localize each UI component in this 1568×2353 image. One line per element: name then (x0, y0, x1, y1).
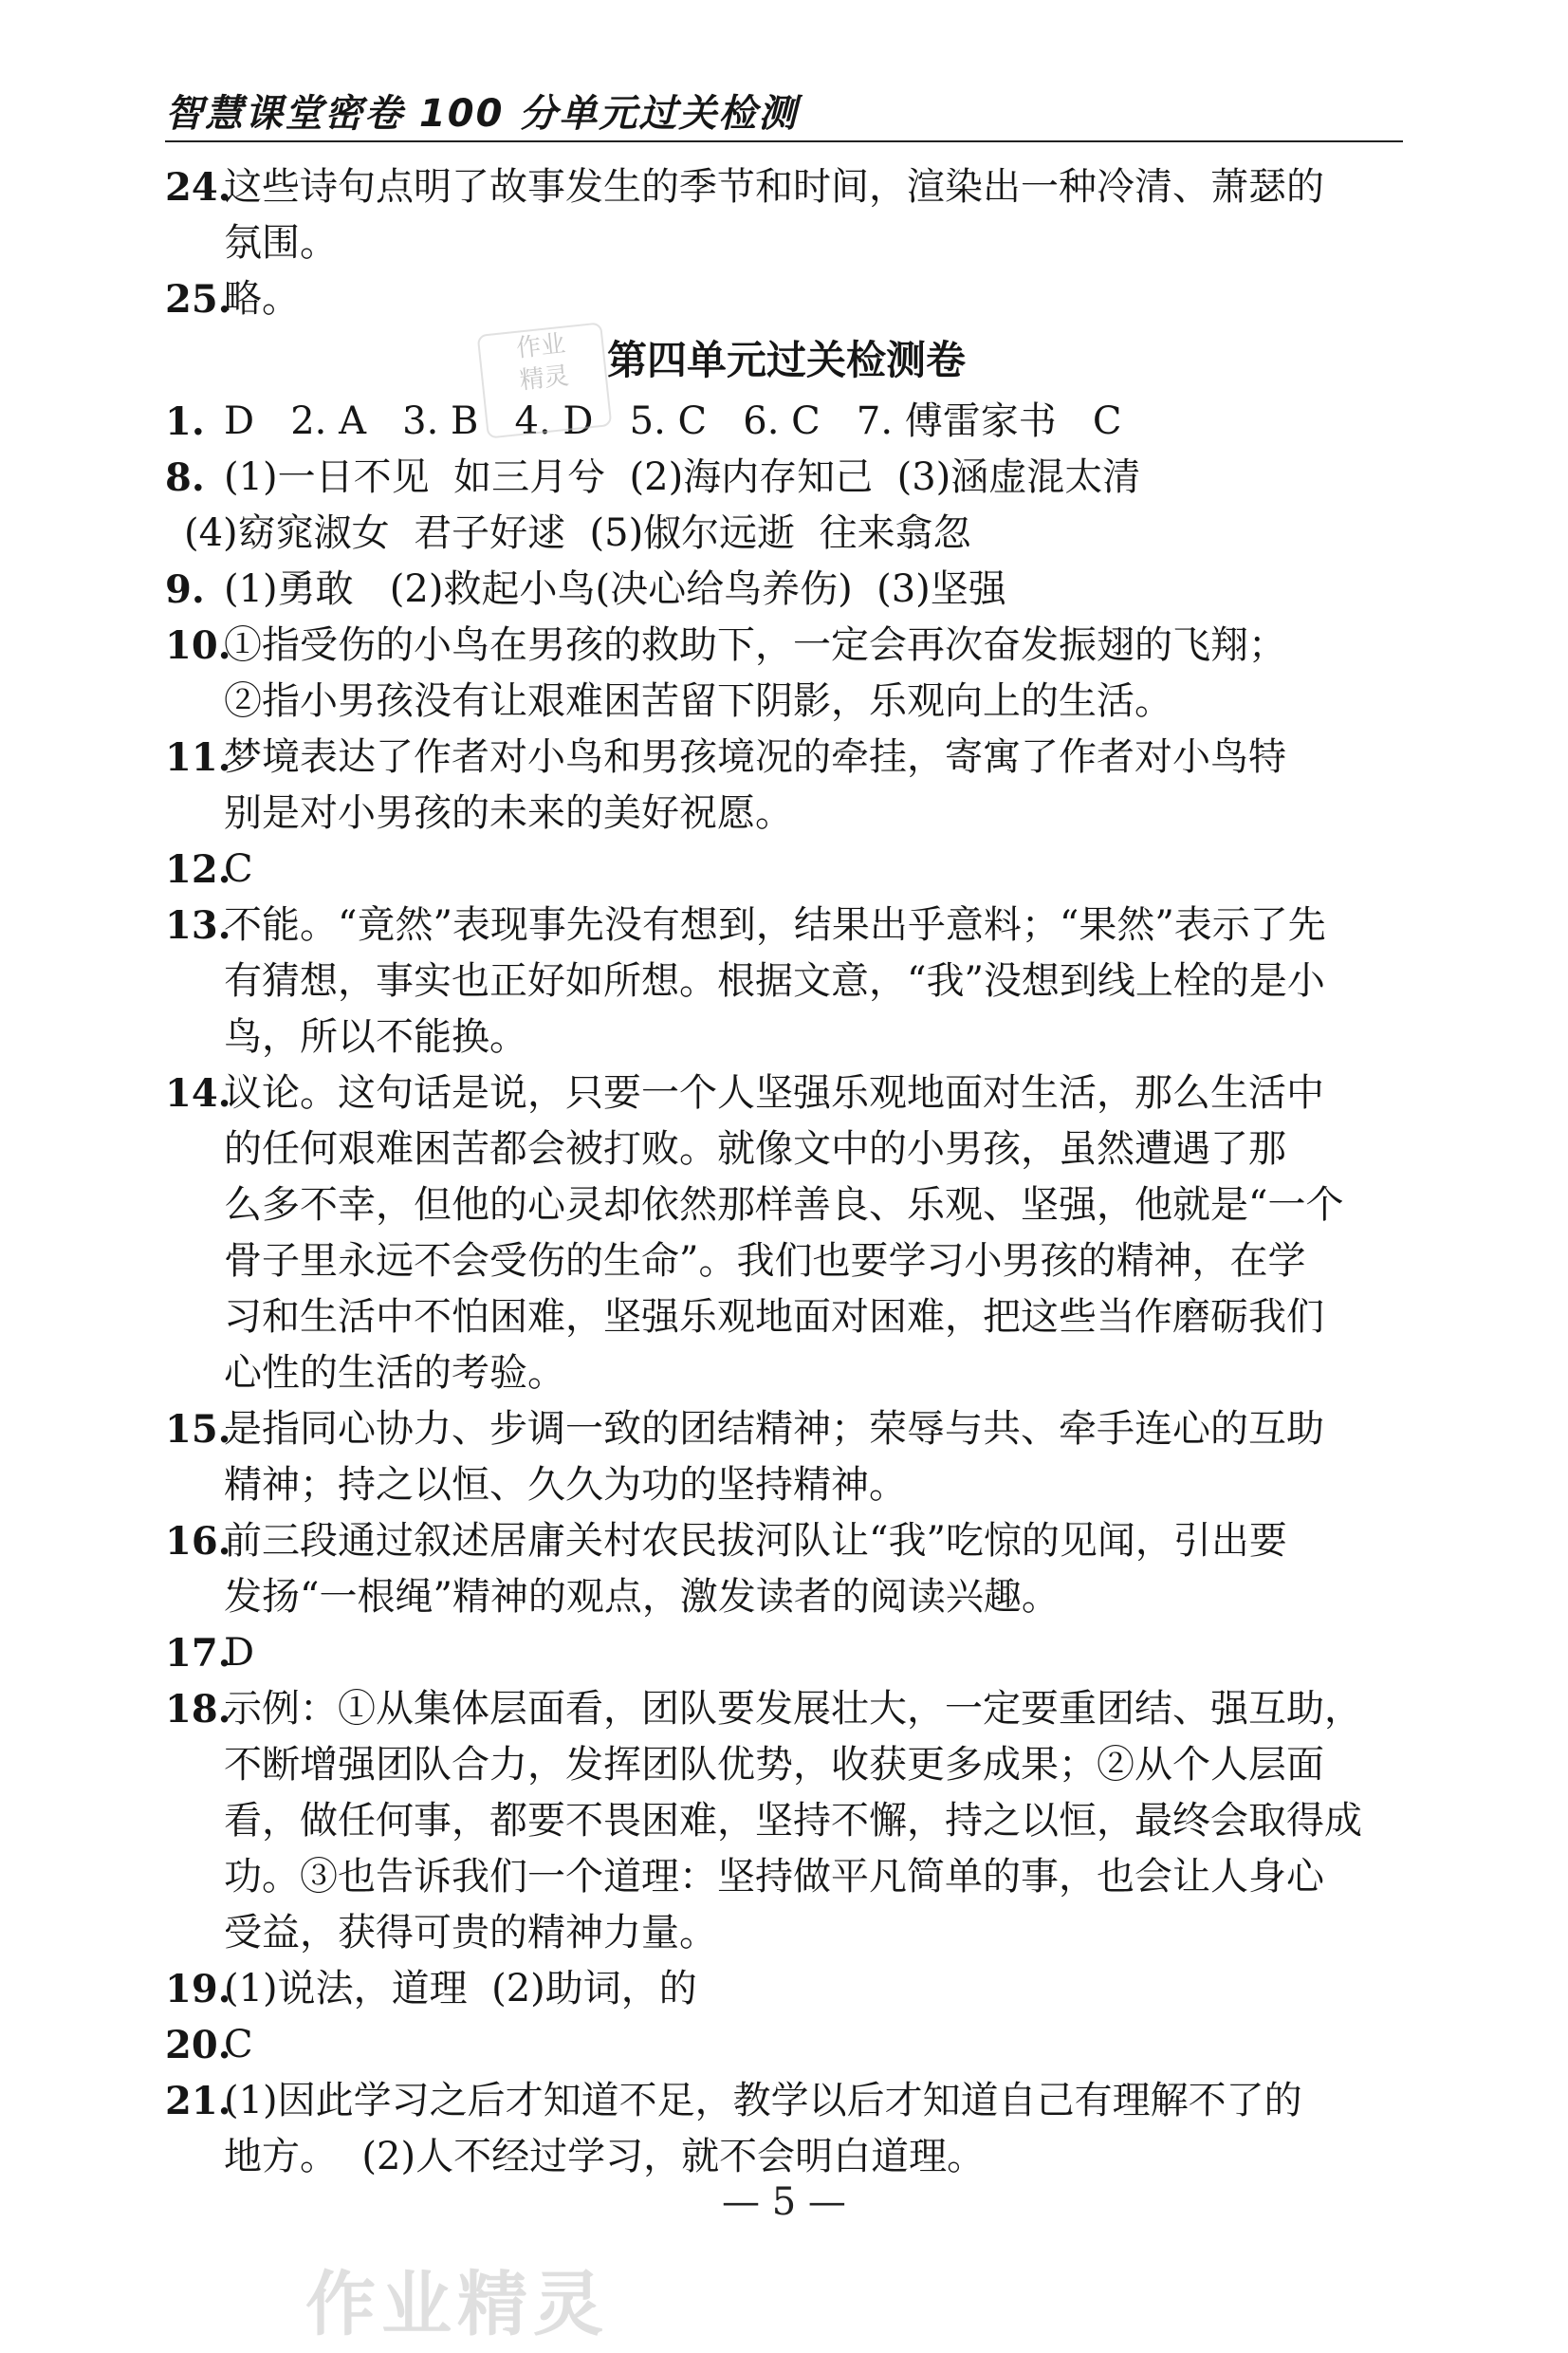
answer-content (165, 159, 1408, 2185)
answer-line: 这些诗句点明了故事发生的季节和时间，渲染出一种冷清、萧瑟的 (224, 165, 1324, 209)
answers-previous-section (165, 159, 1408, 327)
page-number: — 5 — (722, 2180, 846, 2224)
answer-number: 24. (165, 165, 231, 210)
answer-item (165, 159, 1408, 271)
answer-line: 习和生活中不怕困难，坚强乐观地面对困难，把这些当作磨砺我们 (224, 1295, 1324, 1339)
answer-number: 14. (165, 1071, 231, 1116)
answer-line: ①指受伤的小鸟在男孩的救助下，一定会再次奋发振翅的飞翔； (224, 623, 1286, 667)
answer-number: 11. (165, 735, 231, 780)
answer-item (165, 2073, 1408, 2185)
watermark-logo: 作业精灵 (305, 2264, 609, 2345)
answer-line: 示例：①从集体层面看，团队要发展壮大，一定要重团结、强互助， (224, 1687, 1362, 1731)
answer-line: 精神；持之以恒、久久为功的坚持精神。 (224, 1463, 907, 1507)
answer-item (165, 394, 1408, 450)
answer-line: (1)一日不见 如三月兮 (2)海内存知己 (3)涵虚混太清 (224, 455, 1141, 499)
answer-line: (1)因此学习之后才知道不足，教学以后才知道自己有理解不了的 (224, 2079, 1302, 2122)
answer-number: 17. (165, 1631, 231, 1676)
section-title: 第四单元过关检测卷 (606, 337, 966, 383)
header-rule (165, 140, 1403, 142)
answer-item (165, 2017, 1408, 2073)
answer-number: 12. (165, 847, 231, 892)
answer-line: 有猜想，事实也正好如所想。根据文意，“我”没想到线上栓的是小 (224, 959, 1325, 1003)
watermark-stamp: 作业 精灵 (477, 322, 613, 438)
answer-line: 前三段通过叙述居庸关村农民拔河队让“我”吃惊的见闻，引出要 (224, 1519, 1287, 1563)
answer-number: 25. (165, 277, 231, 322)
answer-item (165, 842, 1408, 898)
answer-line: D (224, 1631, 255, 1675)
answer-number: 13. (165, 903, 231, 948)
answer-item (165, 618, 1408, 730)
answer-line: 功。③也告诉我们一个道理：坚持做平凡简单的事，也会让人身心 (224, 1855, 1324, 1899)
answer-line: (4)窈窕淑女 君子好逑 (5)俶尔远逝 往来翕忽 (184, 511, 971, 555)
answer-line: 的任何艰难困苦都会被打败。就像文中的小男孩，虽然遭遇了那 (224, 1127, 1286, 1171)
answer-item (165, 1625, 1408, 1681)
answer-item (165, 1681, 1408, 1961)
answer-line: C (224, 847, 253, 891)
answer-line: D 2. A 3. B 4. D 5. C 6. C 7. 傅雷家书 C (224, 399, 1122, 443)
running-header: 智慧课堂密卷 100 分单元过关检测 (165, 92, 799, 136)
answer-line: 鸟，所以不能换。 (224, 1015, 527, 1059)
answer-number: 8. (165, 455, 205, 500)
answer-number: 20. (165, 2023, 231, 2067)
answer-item (165, 730, 1408, 842)
answer-line: 发扬“一根绳”精神的观点，激发读者的阅读兴趣。 (224, 1575, 1060, 1619)
answer-line: 不能。“竟然”表现事先没有想到，结果出乎意料；“果然”表示了先 (224, 903, 1326, 947)
answer-line: 地方。 (2)人不经过学习，就不会明白道理。 (224, 2135, 986, 2178)
answer-item (165, 1401, 1408, 1513)
answers-unit-four (165, 394, 1408, 2185)
answer-line: 么多不幸，但他的心灵却依然那样善良、乐观、坚强，他就是“一个 (224, 1183, 1344, 1227)
answer-line: 略。 (224, 277, 300, 321)
answer-line: 议论。这句话是说，只要一个人坚强乐观地面对生活，那么生活中 (224, 1071, 1324, 1115)
answer-item (165, 1065, 1408, 1401)
answer-line: (1)勇敢 (2)救起小鸟(决心给鸟养伤) (3)坚强 (224, 567, 1006, 611)
answer-line: 受益，获得可贵的精神力量。 (224, 1911, 717, 1955)
answer-line: (1)说法，道理 (2)助词，的 (224, 1967, 697, 2010)
answer-line: 看，做任何事，都要不畏困难，坚持不懈，持之以恒，最终会取得成 (224, 1799, 1362, 1843)
answer-item (165, 1961, 1408, 2017)
answer-number: 1. (165, 399, 205, 444)
answer-number: 21. (165, 2079, 231, 2123)
answer-line: 心性的生活的考验。 (224, 1351, 565, 1395)
answer-item (165, 506, 1408, 562)
answer-item (165, 1513, 1408, 1625)
answer-line: 别是对小男孩的未来的美好祝愿。 (224, 791, 793, 835)
answer-number: 15. (165, 1407, 231, 1452)
answer-line: 不断增强团队合力，发挥团队优势，收获更多成果；②从个人层面 (224, 1743, 1324, 1787)
answer-item (165, 898, 1408, 1065)
answer-line: 氛围。 (224, 221, 338, 265)
answer-line: ②指小男孩没有让艰难困苦留下阴影，乐观向上的生活。 (224, 679, 1172, 723)
answer-line: 骨子里永远不会受伤的生命”。我们也要学习小男孩的精神，在学 (224, 1239, 1306, 1283)
answer-item (165, 450, 1408, 506)
answer-number: 19. (165, 1967, 231, 2011)
answer-number: 18. (165, 1687, 231, 1732)
answer-item (165, 271, 1408, 327)
answer-number: 9. (165, 567, 205, 612)
answer-line: 是指同心协力、步调一致的团结精神；荣辱与共、牵手连心的互助 (224, 1407, 1324, 1451)
answer-line: 梦境表达了作者对小鸟和男孩境况的牵挂，寄寓了作者对小鸟特 (224, 735, 1286, 779)
answer-line: C (224, 2023, 253, 2066)
answer-number: 16. (165, 1519, 231, 1564)
answer-item (165, 562, 1408, 618)
answer-number: 10. (165, 623, 231, 668)
